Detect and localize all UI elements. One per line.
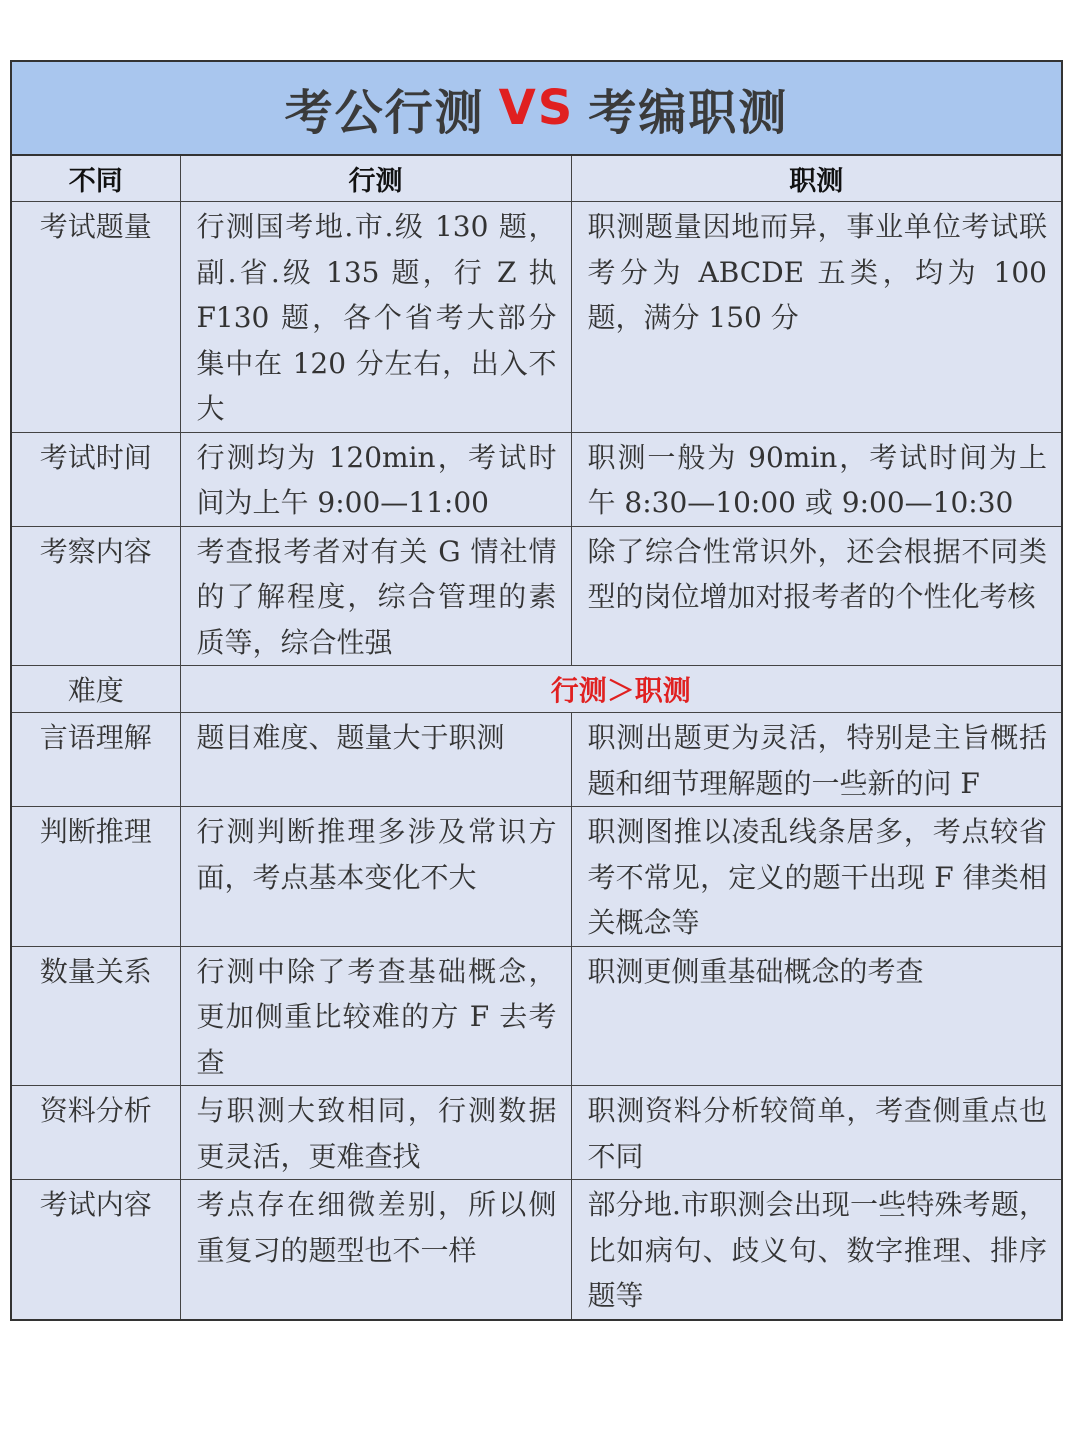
xingce-cell: 行测中除了考查基础概念，更加侧重比较难的方 F 去考查	[180, 946, 571, 1086]
header-zhice: 职测	[571, 156, 1061, 202]
table-row	[12, 807, 1061, 947]
title-left: 考公行测	[284, 84, 485, 141]
zhice-cell: 职测出题更为灵活，特别是主旨概括题和细节理解题的一些新的问 F	[571, 713, 1061, 807]
header-difference: 不同	[12, 156, 180, 202]
table-row	[12, 526, 1061, 666]
zhice-cell: 职测题量因地而异，事业单位考试联考分为 ABCDE 五类，均为 100 题，满分 150 分	[571, 202, 1061, 433]
row-label: 判断推理	[12, 807, 180, 947]
table-row	[12, 432, 1061, 526]
zhice-cell: 职测资料分析较简单，考查侧重点也不同	[571, 1086, 1061, 1180]
difficulty-value: 行测＞职测	[180, 666, 1061, 713]
zhice-cell: 部分地.市职测会出现一些特殊考题，比如病句、歧义句、数字推理、排序题等	[571, 1180, 1061, 1319]
zhice-cell: 职测更侧重基础概念的考查	[571, 946, 1061, 1086]
row-label: 言语理解	[12, 713, 180, 807]
table-row	[12, 202, 1061, 433]
row-label: 考试题量	[12, 202, 180, 433]
zhice-cell: 除了综合性常识外，还会根据不同类型的岗位增加对报考者的个性化考核	[571, 526, 1061, 666]
comparison-sheet	[10, 60, 1063, 1321]
title-right: 考编职测	[588, 84, 789, 141]
row-label: 资料分析	[12, 1086, 180, 1180]
page-title	[12, 62, 1061, 156]
xingce-cell: 与职测大致相同，行测数据更灵活，更难查找	[180, 1086, 571, 1180]
table-row	[12, 713, 1061, 807]
xingce-cell: 行测国考地.市.级 130 题，副.省.级 135 题，行 Z 执 F130 题，各个省考大部分集中在 120 分左右，出入不大	[180, 202, 571, 433]
table-header-row	[12, 156, 1061, 202]
row-label: 考试内容	[12, 1180, 180, 1319]
zhice-cell: 职测图推以凌乱线条居多，考点较省考不常见，定义的题干出现 F 律类相关概念等	[571, 807, 1061, 947]
xingce-cell: 考查报考者对有关 G 情社情的了解程度，综合管理的素质等，综合性强	[180, 526, 571, 666]
table-row	[12, 1086, 1061, 1180]
row-label: 数量关系	[12, 946, 180, 1086]
xingce-cell: 行测均为 120min，考试时间为上午 9:00—11:00	[180, 432, 571, 526]
xingce-cell: 题目难度、题量大于职测	[180, 713, 571, 807]
difficulty-row	[12, 666, 1061, 713]
table-row	[12, 946, 1061, 1086]
difficulty-label: 难度	[12, 666, 180, 713]
table-row	[12, 1180, 1061, 1319]
xingce-cell: 考点存在细微差别，所以侧重复习的题型也不一样	[180, 1180, 571, 1319]
xingce-cell: 行测判断推理多涉及常识方面，考点基本变化不大	[180, 807, 571, 947]
title-vs: VS	[498, 80, 575, 136]
zhice-cell: 职测一般为 90min，考试时间为上午 8:30—10:00 或 9:00—10:30	[571, 432, 1061, 526]
row-label: 考试时间	[12, 432, 180, 526]
comparison-table	[12, 156, 1061, 1319]
row-label: 考察内容	[12, 526, 180, 666]
header-xingce: 行测	[180, 156, 571, 202]
